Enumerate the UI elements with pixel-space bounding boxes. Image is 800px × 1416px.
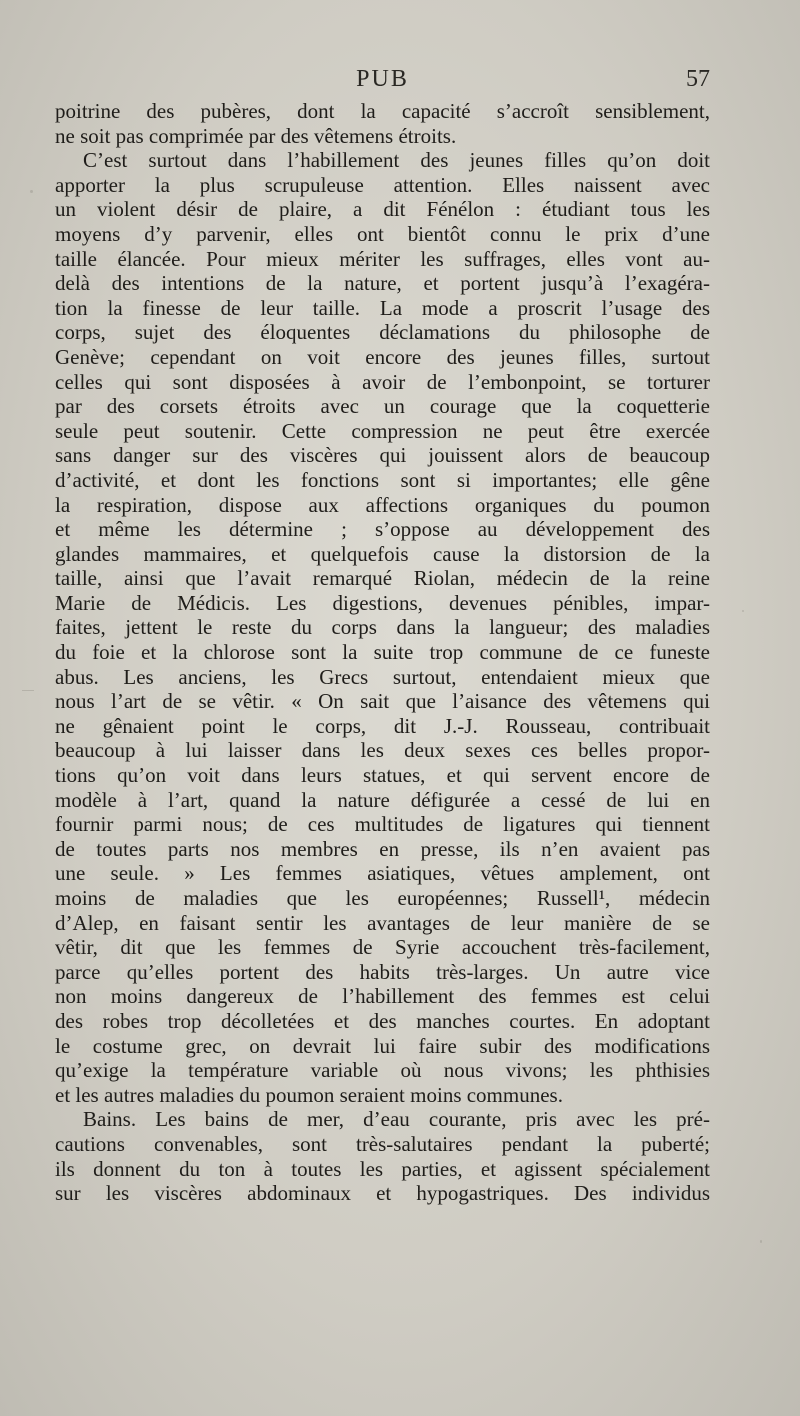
text-line: poitrine des pubères, dont la capacité s’accroît sensiblement, bbox=[55, 99, 710, 123]
text-line: tion la finesse de leur taille. La mode a proscrit l’usage des bbox=[55, 295, 710, 320]
text-line: le costume grec, on devrait lui faire subir des modifications bbox=[55, 1033, 710, 1058]
text-line: fournir parmi nous; de ces multitudes de ligatures qui tiennent bbox=[55, 812, 710, 837]
paper-speck bbox=[22, 690, 34, 691]
text-line: qu’exige la température variable où nous vivons; les phthisies bbox=[55, 1058, 710, 1083]
text-line: nous l’art de se vêtir. « On sait que l’aisance des vêtemens qui bbox=[55, 689, 710, 714]
text-line: du foie et la chlorose sont la suite trop commune de ce funeste bbox=[55, 640, 710, 665]
text-line: un violent désir de plaire, a dit Fénélon : étudiant tous les bbox=[55, 197, 710, 222]
text-line: glandes mammaires, et quelquefois cause la distorsion de la bbox=[55, 541, 710, 566]
text-line: abus. Les anciens, les Grecs surtout, entendaient mieux que bbox=[55, 664, 710, 689]
text-line: vêtir, dit que les femmes de Syrie accouchent très-facilement, bbox=[55, 935, 710, 960]
text-line: Genève; cependant on voit encore des jeunes filles, surtout bbox=[55, 344, 710, 369]
text-line: ils donnent du ton à toutes les parties, et agissent spécialement bbox=[55, 1156, 710, 1181]
text-line: seule peut soutenir. Cette compression ne peut être exercée bbox=[55, 418, 710, 443]
text-line: d’activité, et dont les fonctions sont si importantes; elle gêne bbox=[55, 467, 710, 492]
text-line: C’est surtout dans l’habillement des jeunes filles qu’on doit bbox=[83, 148, 710, 173]
text-line: corps, sujet des éloquentes déclamations du philosophe de bbox=[55, 320, 710, 345]
text-line: ne soit pas comprimée par des vêtemens étroits. bbox=[55, 123, 457, 148]
text-line: de toutes parts nos membres en presse, ils n’en avaient pas bbox=[55, 836, 710, 861]
running-title: PUB bbox=[356, 66, 409, 92]
text-line: moins de maladies que les européennes; Russell¹, médecin bbox=[55, 886, 710, 910]
text-line: ne gênaient point le corps, dit J.-J. Rousseau, contribuait bbox=[55, 713, 710, 738]
text-line: celles qui sont disposées à avoir de l’embonpoint, se torturer bbox=[55, 369, 710, 394]
body-text bbox=[55, 99, 710, 1206]
text-line: moyens d’y parvenir, elles ont bientôt connu le prix d’une bbox=[55, 221, 710, 246]
text-line: modèle à l’art, quand la nature défigurée a cessé de lui en bbox=[55, 787, 710, 812]
text-line: non moins dangereux de l’habillement des femmes est celui bbox=[55, 984, 710, 1009]
text-line: taille élancée. Pour mieux mériter les suffrages, elles vont au- bbox=[55, 246, 710, 271]
text-line: une seule. » Les femmes asiatiques, vêtues amplement, ont bbox=[55, 861, 710, 886]
text-line: apporter la plus scrupuleuse attention. Elles naissent avec bbox=[55, 172, 710, 197]
text-line: taille, ainsi que l’avait remarqué Riolan, médecin de la reine bbox=[55, 566, 710, 591]
text-line: des robes trop décolletées et des manches courtes. En adoptant bbox=[55, 1008, 710, 1033]
text-line: sans danger sur des viscères qui jouissent alors de beaucoup bbox=[55, 443, 710, 468]
running-head bbox=[55, 66, 710, 96]
paper-speck bbox=[30, 190, 33, 193]
text-line: et même les détermine ; s’oppose au développement des bbox=[55, 517, 710, 542]
text-line: beaucoup à lui laisser dans les deux sexes ces belles propor- bbox=[55, 738, 710, 763]
text-line: delà des intentions de la nature, et portent jusqu’à l’exagéra- bbox=[55, 271, 710, 296]
text-line: d’Alep, en faisant sentir les avantages de leur manière de se bbox=[55, 910, 710, 935]
text-line: et les autres maladies du poumon seraient moins communes. bbox=[55, 1082, 563, 1107]
text-line: cautions convenables, sont très-salutaires pendant la puberté; bbox=[55, 1131, 710, 1156]
text-line: la respiration, dispose aux affections organiques du poumon bbox=[55, 492, 710, 517]
paper-speck bbox=[760, 1240, 762, 1243]
text-line: Marie de Médicis. Les digestions, devenues pénibles, impar- bbox=[55, 590, 710, 615]
text-line: Bains. Les bains de mer, d’eau courante, pris avec les pré- bbox=[83, 1107, 710, 1132]
paper-speck bbox=[742, 610, 744, 612]
text-line: par des corsets étroits avec un courage que la coquetterie bbox=[55, 394, 710, 419]
text-line: tions qu’on voit dans leurs statues, et qui servent encore de bbox=[55, 763, 710, 788]
text-line: sur les viscères abdominaux et hypogastriques. Des individus bbox=[55, 1181, 710, 1206]
text-line: parce qu’elles portent des habits très-larges. Un autre vice bbox=[55, 959, 710, 984]
page-number: 57 bbox=[686, 66, 710, 92]
text-line: faites, jettent le reste du corps dans la langueur; des maladies bbox=[55, 615, 710, 640]
